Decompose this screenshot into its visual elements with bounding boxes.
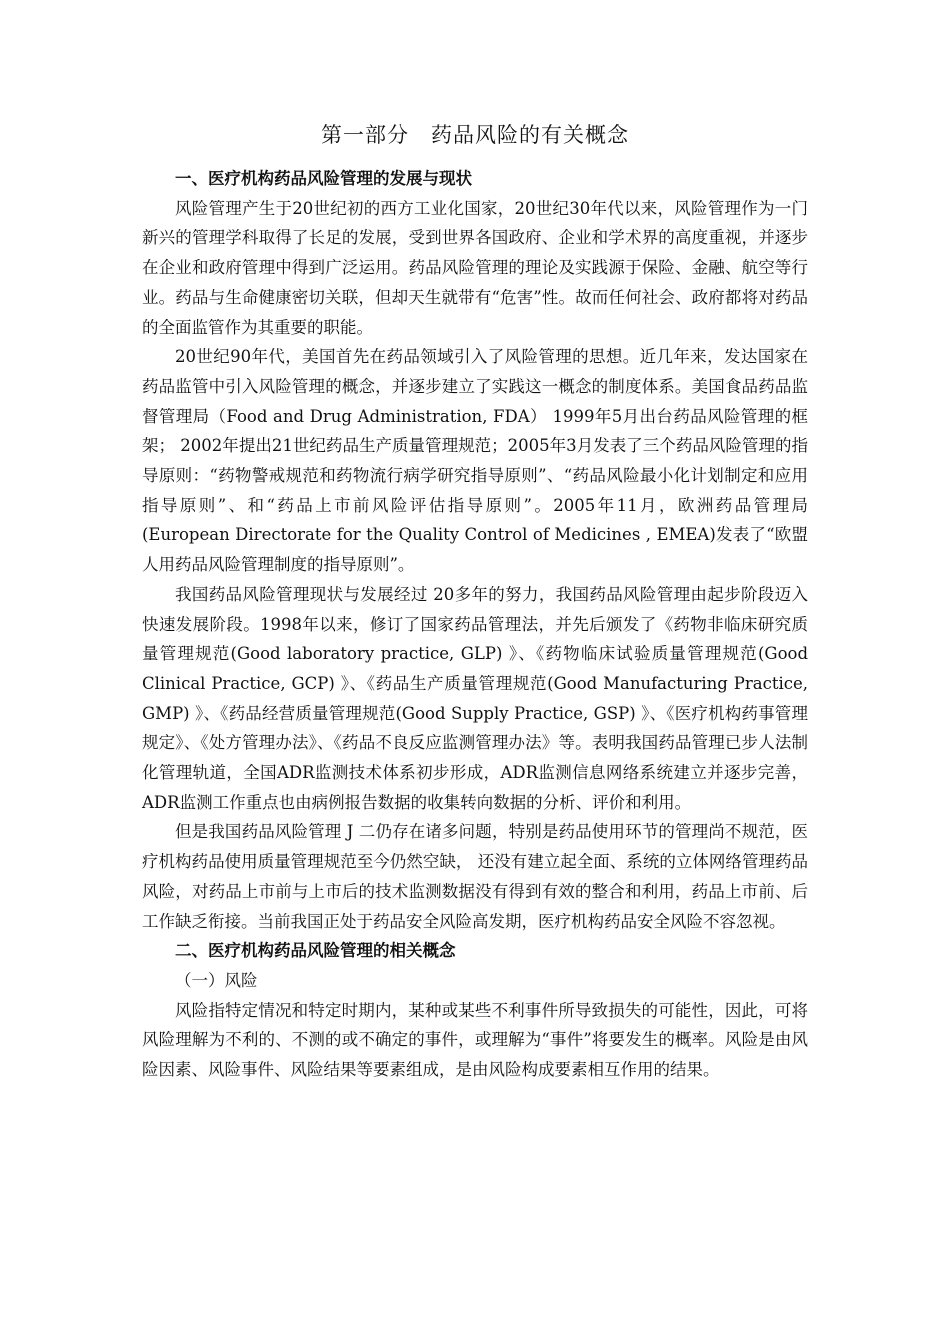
section-heading-1: 一、医疗机构药品风险管理的发展与现状	[175, 169, 472, 188]
document-body	[142, 164, 808, 1085]
page-title: 第一部分 药品风险的有关概念	[321, 123, 629, 147]
paragraph: 20世纪90年代，美国首先在药品领域引入了风险管理的思想。近几年来，发达国家在药品监管中引入风险管理的概念，并逐步建立了实践这一概念的制度体系。美国食品药品监督管理局（Food and Drug Administration, FDA） 1999年5月出台药品风险管理的框架； 2002年提出21世纪药品生产质量管理规范；2005年3月发表了三个药品风险管理的指导原则：“药物警戒规范和药物流行病学研究指导原则”、“药品风险最小化计划制定和应用指导原则”、和“药品上市前风险评估指导原则”。2005年11月，欧洲药品管理局(European Directorate for the Quality Control of Medicines , EMEA)发表了“欧盟人用药品风险管理制度的指导原则”。	[142, 347, 808, 575]
paragraph: 风险指特定情况和特定时期内，某种或某些不利事件所导致损失的可能性，因此，可将风险理解为不利的、不测的或不确定的事件，或理解为“事件”将要发生的概率。风险是由风险因素、风险事件、风险结果等要素组成，是由风险构成要素相互作用的结果。	[142, 1000, 808, 1080]
paragraph: 但是我国药品风险管理 J 二仍存在诸多问题，特别是药品使用环节的管理尚不规范，医疗机构药品使用质量管理规范至今仍然空缺， 还没有建立起全面、系统的立体网络管理药品风险，对药品上市前与上市后的技术监测数据没有得到有效的整合和利用，药品上市前、后工作缺乏衔接。当前我国正处于药品安全风险高发期，医疗机构药品安全风险不容忽视。	[142, 822, 808, 931]
section-heading-2: 二、医疗机构药品风险管理的相关概念	[175, 941, 456, 961]
subsection-heading: （一）风险	[175, 970, 258, 990]
paragraph: 我国药品风险管理现状与发展经过 20多年的努力，我国药品风险管理由起步阶段迈入快速发展阶段。1998年以来，修订了国家药品管理法，并先后颁发了《药物非临床研究质量管理规范(Good laboratory practice, GLP) 》、《药物临床试验质量管理规范(Good Clinical Practice, GCP) 》、《药品生产质量管理规范(Good Manufacturing Practice, GMP) 》、《药品经营质量管理规范(Good Supply Practice, GSP) 》、《医疗机构药事管理规定》、《处方管理办法》、《药品不良反应监测管理办法》等。表明我国药品管理已步人法制化管理轨道，全国ADR监测技术体系初步形成，ADR监测信息网络系统建立并逐步完善， ADR监测工作重点也由病例报告数据的收集转向数据的分析、评价和利用。	[142, 584, 808, 812]
paragraph: 风险管理产生于20世纪初的西方工业化国家，20世纪30年代以来，风险管理作为一门新兴的管理学科取得了长足的发展，受到世界各国政府、企业和学术界的高度重视，并逐步在企业和政府管理中得到广泛运用。药品风险管理的理论及实践源于保险、金融、航空等行业。药品与生命健康密切关联，但却天生就带有“危害”性。故而任何社会、政府都将对药品的全面监管作为其重要的职能。	[142, 198, 808, 337]
